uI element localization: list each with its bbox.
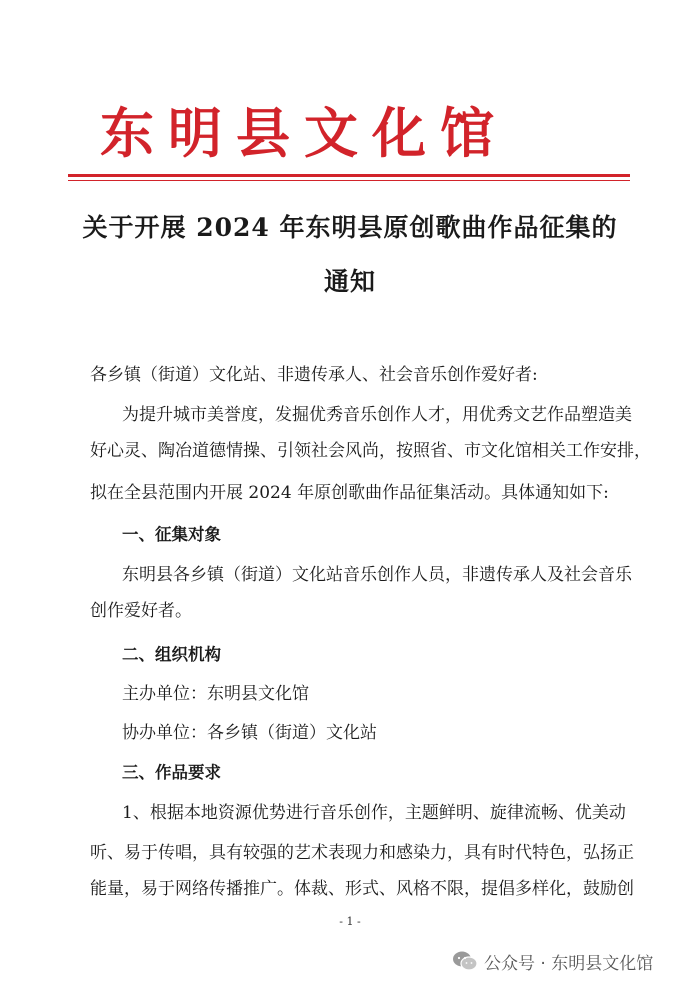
intro-line-3: 拟在全县范围内开展 2024 年原创歌曲作品征集活动。具体通知如下: <box>90 483 609 503</box>
document-title-line-1: 关于开展 2024 年东明县原创歌曲作品征集的 <box>82 213 618 242</box>
red-header-rule-thin <box>68 180 630 181</box>
section-1-line-2: 创作爱好者。 <box>90 601 192 621</box>
co-host-unit: 协办单位：各乡镇（街道）文化站 <box>122 723 377 743</box>
wechat-watermark <box>452 948 653 974</box>
watermark-text: 公众号 · 东明县文化馆 <box>484 953 654 974</box>
salutation: 各乡镇（街道）文化站、非遗传承人、社会音乐创作爱好者: <box>90 365 538 385</box>
section-1-line-1: 东明县各乡镇（街道）文化站音乐创作人员，非遗传承人及社会音乐 <box>122 565 632 585</box>
red-header-rule <box>68 174 630 177</box>
org-header: 东明县文化馆 <box>100 101 508 165</box>
wechat-icon <box>452 950 478 972</box>
host-unit: 主办单位：东明县文化馆 <box>122 684 309 704</box>
section-3-line-1: 1、根据本地资源优势进行音乐创作，主题鲜明、旋律流畅、优美动 <box>122 803 626 823</box>
intro-line-1: 为提升城市美誉度，发掘优秀音乐创作人才，用优秀文艺作品塑造美 <box>122 405 632 425</box>
section-1-heading: 一、征集对象 <box>122 525 221 544</box>
document-title-line-2: 通知 <box>323 267 376 296</box>
section-3-line-3: 能量，易于网络传播推广。体裁、形式、风格不限，提倡多样化，鼓励创 <box>90 879 634 899</box>
section-2-heading: 二、组织机构 <box>122 645 221 664</box>
intro-line-2: 好心灵、陶冶道德情操、引领社会风尚，按照省、市文化馆相关工作安排， <box>90 441 651 461</box>
page-number: - 1 - <box>339 915 361 928</box>
section-3-line-2: 听、易于传唱，具有较强的艺术表现力和感染力，具有时代特色，弘扬正 <box>90 843 634 863</box>
section-3-heading: 三、作品要求 <box>122 763 221 782</box>
